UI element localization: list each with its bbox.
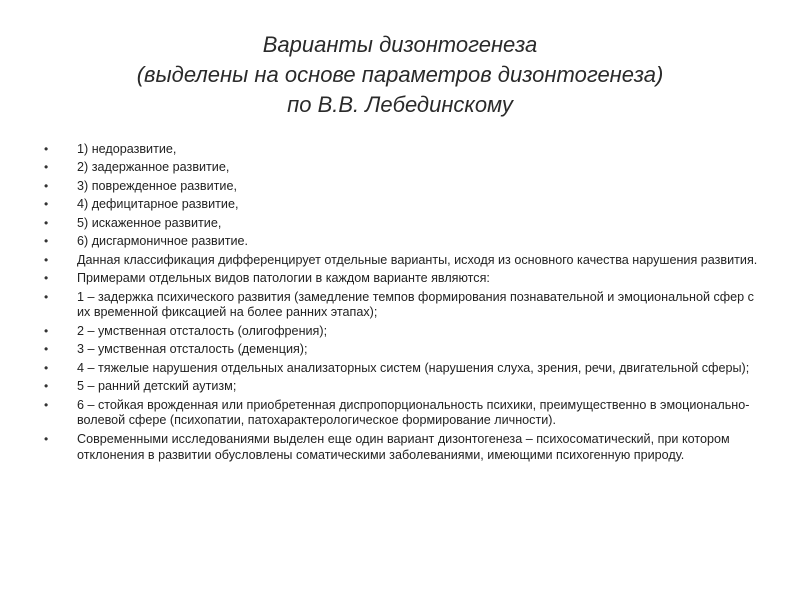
bullet-icon: • bbox=[44, 252, 49, 267]
list-item: • 3 – умственная отсталость (деменция); bbox=[44, 342, 308, 357]
bullet-list bbox=[44, 142, 764, 466]
bullet-icon: • bbox=[44, 142, 49, 156]
bullet-icon: • bbox=[44, 271, 49, 286]
list-item: • Современными исследованиями выделен еще один вариант дизонтогенеза – психосоматический, при котором отклонения в развитии обусловлены соматическими заболеваниями, имеющими психогенную природу. bbox=[44, 431, 730, 462]
title-line-2: (выделены на основе параметров дизонтогенеза) bbox=[136, 62, 664, 87]
bullet-icon: • bbox=[44, 289, 49, 304]
list-item: • 5) искаженное развитие, bbox=[44, 215, 222, 230]
bullet-icon: • bbox=[44, 234, 49, 249]
list-item: • 1) недоразвитие, bbox=[44, 142, 177, 156]
bullet-icon: • bbox=[44, 323, 49, 338]
bullet-icon: • bbox=[44, 379, 49, 394]
bullet-icon: • bbox=[44, 178, 49, 193]
list-item: • 2) задержанное развитие, bbox=[44, 160, 230, 175]
title-line-1: Варианты дизонтогенеза bbox=[262, 32, 538, 57]
list-item: • 5 – ранний детский аутизм; bbox=[44, 379, 237, 394]
list-item: • 3) поврежденное развитие, bbox=[44, 178, 237, 193]
list-item: • Данная классификация дифференцирует отдельные варианты, исходя из основного качества нарушения развития. bbox=[44, 252, 758, 267]
list-item: • 4 – тяжелые нарушения отдельных анализаторных систем (нарушения слуха, зрения, речи, двигательной сферы); bbox=[44, 360, 750, 375]
list-item: • 4) дефицитарное развитие, bbox=[44, 197, 239, 212]
list-item: • Примерами отдельных видов патологии в каждом варианте являются: bbox=[44, 271, 490, 286]
list-item: • 6 – стойкая врожденная или приобретенная диспропорциональность психики, преимущественно в эмоционально-волевой сфере (психопатии, патохарактерологическое формирование личности). bbox=[44, 397, 750, 428]
bullet-icon: • bbox=[44, 397, 49, 412]
title-line-3: по В.В. Лебединскому bbox=[287, 92, 513, 117]
list-item: • 6) дисгармоничное развитие. bbox=[44, 234, 249, 249]
slide-title bbox=[0, 30, 800, 120]
bullet-icon: • bbox=[44, 360, 49, 375]
list-item: • 2 – умственная отсталость (олигофрения); bbox=[44, 323, 328, 338]
bullet-icon: • bbox=[44, 160, 49, 175]
bullet-icon: • bbox=[44, 431, 49, 446]
bullet-icon: • bbox=[44, 215, 49, 230]
list-item: • 1 – задержка психического развития (замедление темпов формирования познавательной и эмоциональной сфер с их временной фиксацией на более ранних этапах); bbox=[44, 289, 754, 320]
bullet-icon: • bbox=[44, 197, 49, 212]
bullet-icon: • bbox=[44, 342, 49, 357]
